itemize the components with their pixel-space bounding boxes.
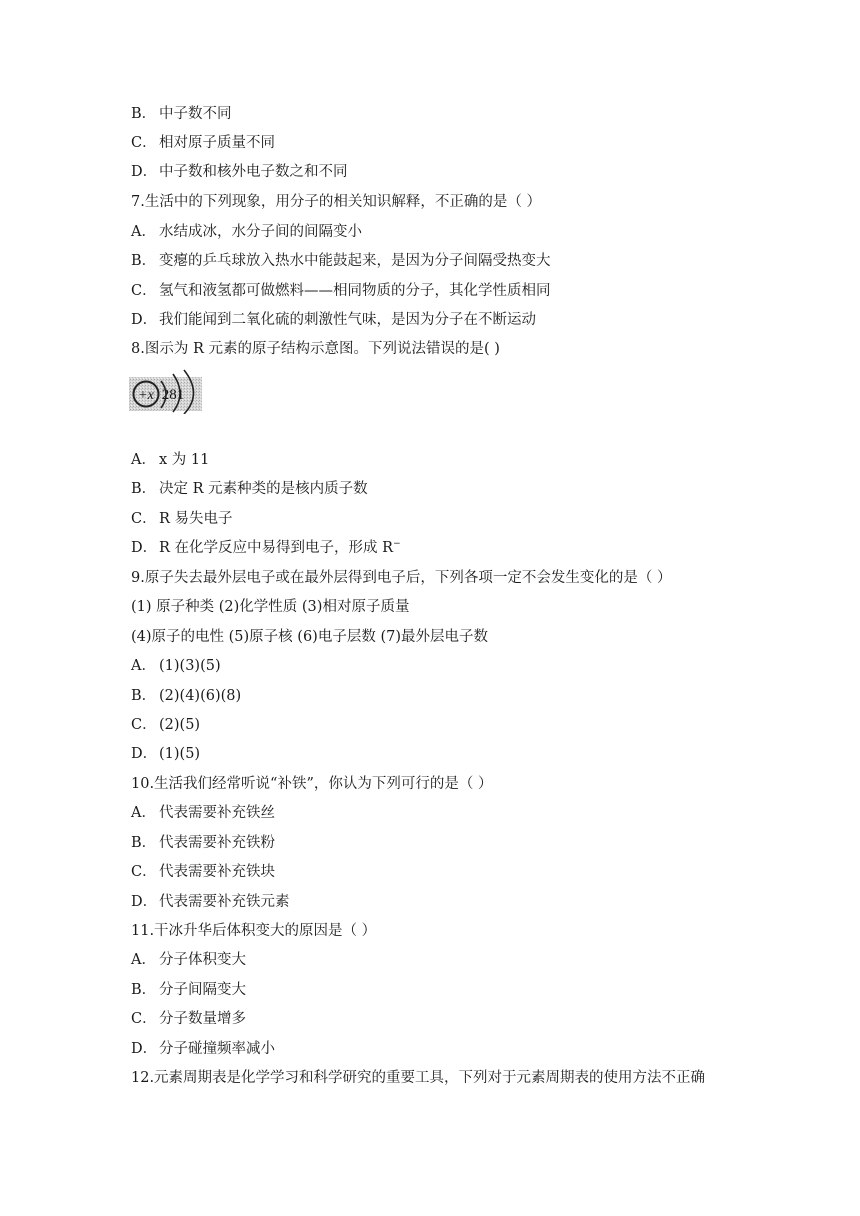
ion-charge-superscript: −: [393, 539, 401, 550]
q9-stem: 9.原子失去最外层电子或在最外层得到电子后，下列各项一定不会发生变化的是（ ）: [131, 570, 672, 586]
q9-items-line-2: (4)原子的电性 (5)原子核 (6)电子层数 (7)最外层电子数: [131, 629, 488, 645]
q6-option-b: B． 中子数不同: [131, 106, 232, 122]
q8-stem: 8.图示为 R 元素的原子结构示意图。下列说法错误的是( ): [131, 341, 500, 357]
q9-items-line-1: (1) 原子种类 (2)化学性质 (3)相对原子质量: [131, 599, 410, 615]
q10-option-a: A． 代表需要补充铁丝: [131, 805, 275, 821]
q11-option-d: D． 分子碰撞频率减小: [131, 1041, 275, 1057]
q12-stem: 12.元素周期表是化学学习和科学研究的重要工具，下列对于元素周期表的使用方法不正确: [131, 1070, 706, 1086]
q10-option-b: B． 代表需要补充铁粉: [131, 835, 275, 851]
q7-option-c: C． 氢气和液氢都可做燃料——相同物质的分子，其化学性质相同: [131, 283, 551, 299]
q7-option-d: D． 我们能闻到二氧化硫的刺激性气味，是因为分子在不断运动: [131, 312, 536, 328]
q11-option-c: C． 分子数量增多: [131, 1011, 246, 1027]
q6-option-d: D． 中子数和核外电子数之和不同: [131, 164, 348, 180]
q6-option-c: C． 相对原子质量不同: [131, 135, 275, 151]
q11-stem: 11.干冰升华后体积变大的原因是（ ）: [131, 923, 377, 939]
q9-option-a: A． (1)(3)(5): [131, 658, 221, 674]
q8-option-a: A． x 为 11: [131, 452, 210, 468]
q9-option-c: C． (2)(5): [131, 717, 201, 733]
q7-option-a: A． 水结成冰，水分子间的间隔变小: [131, 224, 362, 240]
q9-option-b: B． (2)(4)(6)(8): [131, 688, 242, 704]
q7-option-b: B． 变瘪的乒乓球放入热水中能鼓起来，是因为分子间隔受热变大: [131, 253, 551, 269]
q11-option-a: A． 分子体积变大: [131, 952, 246, 968]
q10-option-c: C． 代表需要补充铁块: [131, 864, 275, 880]
q11-option-b: B． 分子间隔变大: [131, 982, 246, 998]
electron-shell-counts: 281: [161, 387, 185, 403]
q10-stem: 10.生活我们经常听说“补铁”，你认为下列可行的是（ ）: [131, 776, 493, 792]
q10-option-d: D． 代表需要补充铁元素: [131, 894, 290, 910]
q8-option-c: C． R 易失电子: [131, 511, 233, 527]
q8-option-d: D． R 在化学反应中易得到电子，形成 R−: [131, 539, 401, 556]
q9-option-d: D． (1)(5): [131, 746, 201, 762]
q7-stem: 7.生活中的下列现象，用分子的相关知识解释，不正确的是（ ）: [131, 194, 541, 210]
q8-option-b: B． 决定 R 元素种类的是核内质子数: [131, 481, 368, 497]
nucleus-charge: +x: [138, 388, 154, 403]
atom-structure-diagram: [129, 368, 209, 414]
